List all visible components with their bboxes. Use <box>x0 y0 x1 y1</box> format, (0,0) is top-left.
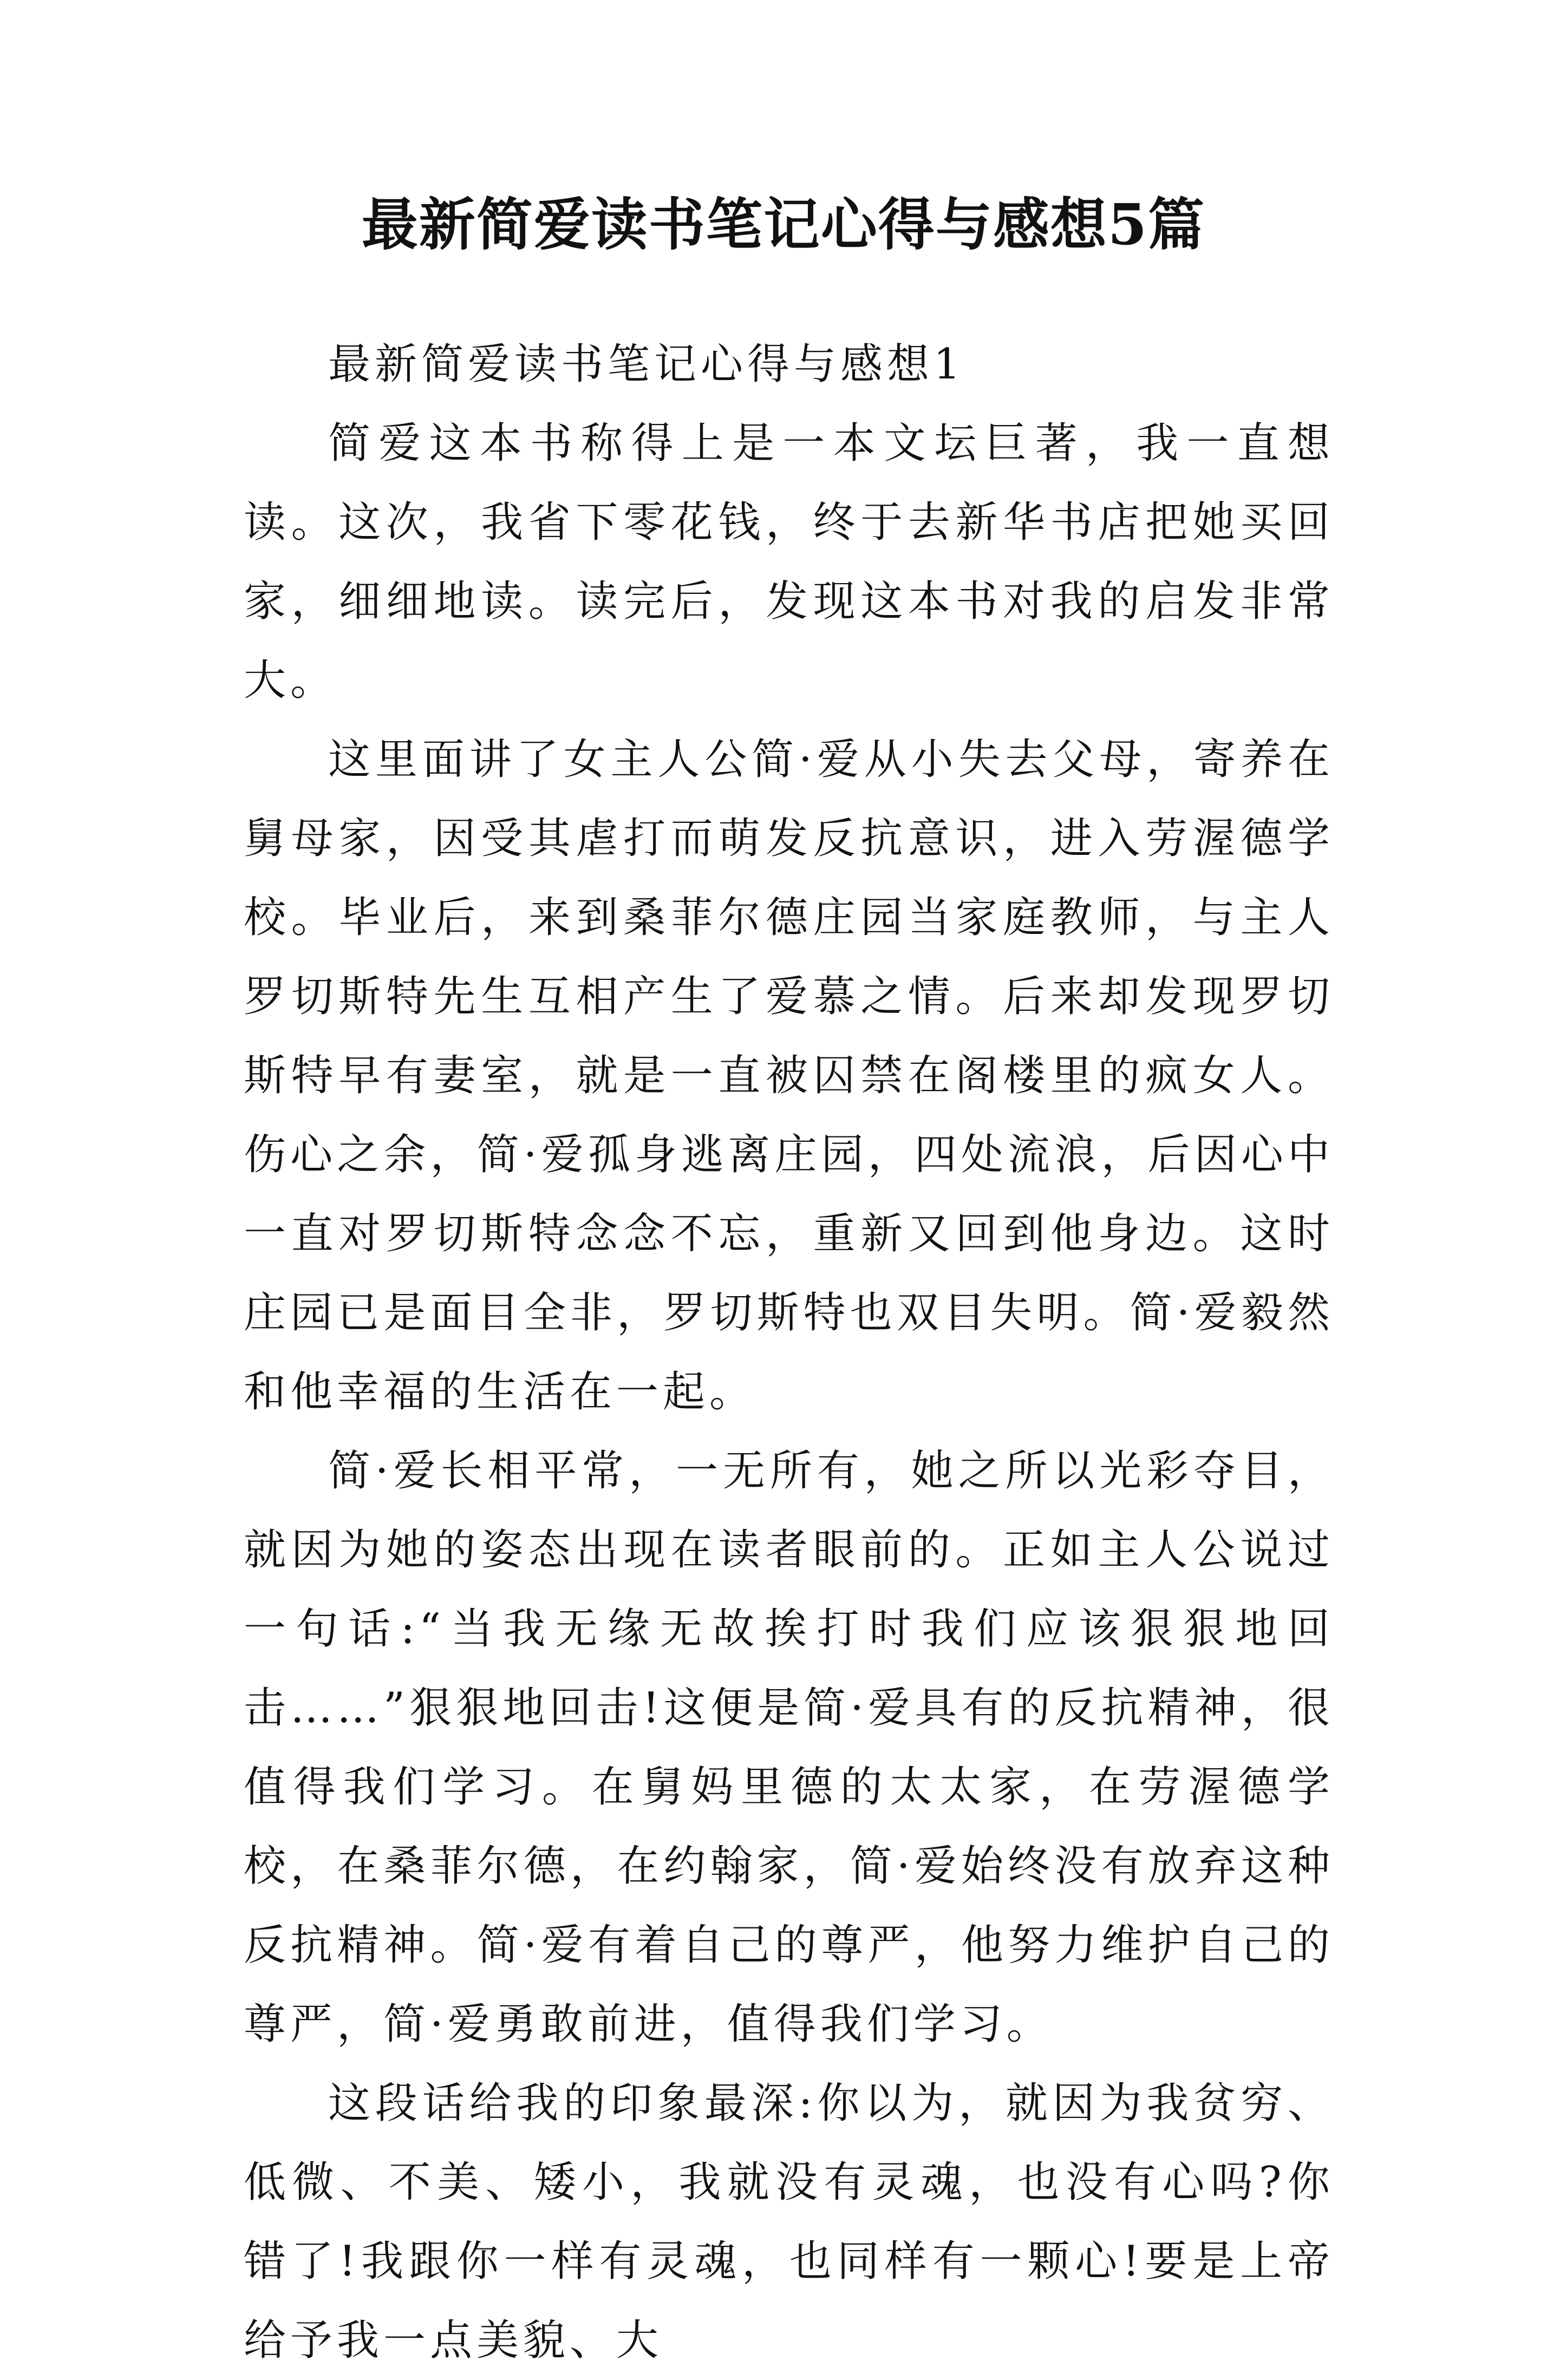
paragraph: 简爱这本书称得上是一本文坛巨著，我一直想读。这次，我省下零花钱，终于去新华书店把她买回家，细细地读。读完后，发现这本书对我的启发非常大。 <box>244 419 1334 705</box>
section-heading: 最新简爱读书笔记心得与感想1 <box>328 340 965 389</box>
paragraph: 这里面讲了女主人公简·爱从小失去父母，寄养在舅母家，因受其虐打而萌发反抗意识，进入劳渥德学校。毕业后，来到桑菲尔德庄园当家庭教师，与主人罗切斯特先生互相产生了爱慕之情。后来却发现罗切斯特早有妻室，就是一直被囚禁在阁楼里的疯女人。伤心之余，简·爱孤身逃离庄园，四处流浪，后因心中一直对罗切斯特念念不忘，重新又回到他身边。这时庄园已是面目全非，罗切斯特也双目失明。简·爱毅然和他幸福的生活在一起。 <box>244 735 1334 1416</box>
document-title: 最新简爱读书笔记心得与感想5篇 <box>361 191 1206 258</box>
paragraph: 简·爱长相平常，一无所有，她之所以光彩夺目，就因为她的姿态出现在读者眼前的。正如主人公说过一句话:“当我无缘无故挨打时我们应该狠狠地回击……”狠狠地回击!这便是简·爱具有的反抗精神，很值得我们学习。在舅妈里德的太太家，在劳渥德学校，在桑菲尔德，在约翰家，简·爱始终没有放弃这种反抗精神。简·爱有着自己的尊严，他努力维护自己的尊严，简·爱勇敢前进，值得我们学习。 <box>244 1447 1334 2049</box>
paragraph: 这段话给我的印象最深:你以为，就因为我贫穷、低微、不美、矮小，我就没有灵魂，也没有心吗?你错了!我跟你一样有灵魂，也同样有一颗心!要是上帝给予我一点美貌、大 <box>244 2079 1334 2365</box>
document-body <box>244 325 1334 2380</box>
